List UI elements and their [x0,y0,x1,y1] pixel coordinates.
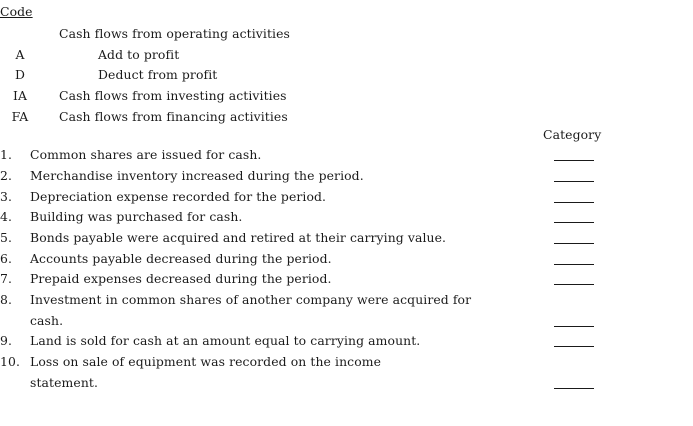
item-5-number: 5. [0,230,13,245]
item-9-category-blank[interactable] [554,346,594,347]
item-8-number: 8. [0,292,13,307]
operating-activities-title: Cash flows from operating activities [59,26,291,41]
code-heading: Code [0,4,33,19]
item-2-text: Merchandise inventory increased during the period. [30,168,364,183]
item-9-text: Land is sold for cash at an amount equal to carrying amount. [30,333,421,348]
item-6-text: Accounts payable decreased during the period. [30,251,332,266]
item-3-text: Depreciation expense recorded for the period. [30,189,327,204]
item-1-number: 1. [0,147,13,162]
item-5-text: Bonds payable were acquired and retired at their carrying value. [30,230,447,245]
item-6-number: 6. [0,251,13,266]
item-4-category-blank[interactable] [554,222,594,223]
item-9-number: 9. [0,333,13,348]
item-6-category-blank[interactable] [554,264,594,265]
code-fa-label: Cash flows from financing activities [59,109,288,124]
category-heading: Category [543,127,602,142]
code-fa: FA [11,109,29,124]
item-4-number: 4. [0,209,13,224]
item-1-text: Common shares are issued for cash. [30,147,262,162]
code-d-label: Deduct from profit [98,67,218,82]
item-7-number: 7. [0,271,13,286]
item-10-category-blank[interactable] [554,388,594,389]
item-10-text-continued: statement. [30,375,99,390]
item-8-text-continued: cash. [30,313,64,328]
code-ia-label: Cash flows from investing activities [59,88,287,103]
item-5-category-blank[interactable] [554,243,594,244]
item-3-number: 3. [0,189,13,204]
item-7-category-blank[interactable] [554,284,594,285]
item-2-category-blank[interactable] [554,181,594,182]
item-7-text: Prepaid expenses decreased during the period. [30,271,332,286]
item-10-number: 10. [0,354,21,369]
item-8-text: Investment in common shares of another company were acquired for [30,292,472,307]
code-ia: IA [12,88,28,103]
code-d: D [14,67,26,82]
item-8-category-blank[interactable] [554,326,594,327]
item-10-text: Loss on sale of equipment was recorded on the income [30,354,382,369]
code-a-label: Add to profit [98,47,180,62]
item-2-number: 2. [0,168,13,183]
item-1-category-blank[interactable] [554,160,594,161]
code-a: A [15,47,25,62]
item-4-text: Building was purchased for cash. [30,209,243,224]
item-3-category-blank[interactable] [554,202,594,203]
